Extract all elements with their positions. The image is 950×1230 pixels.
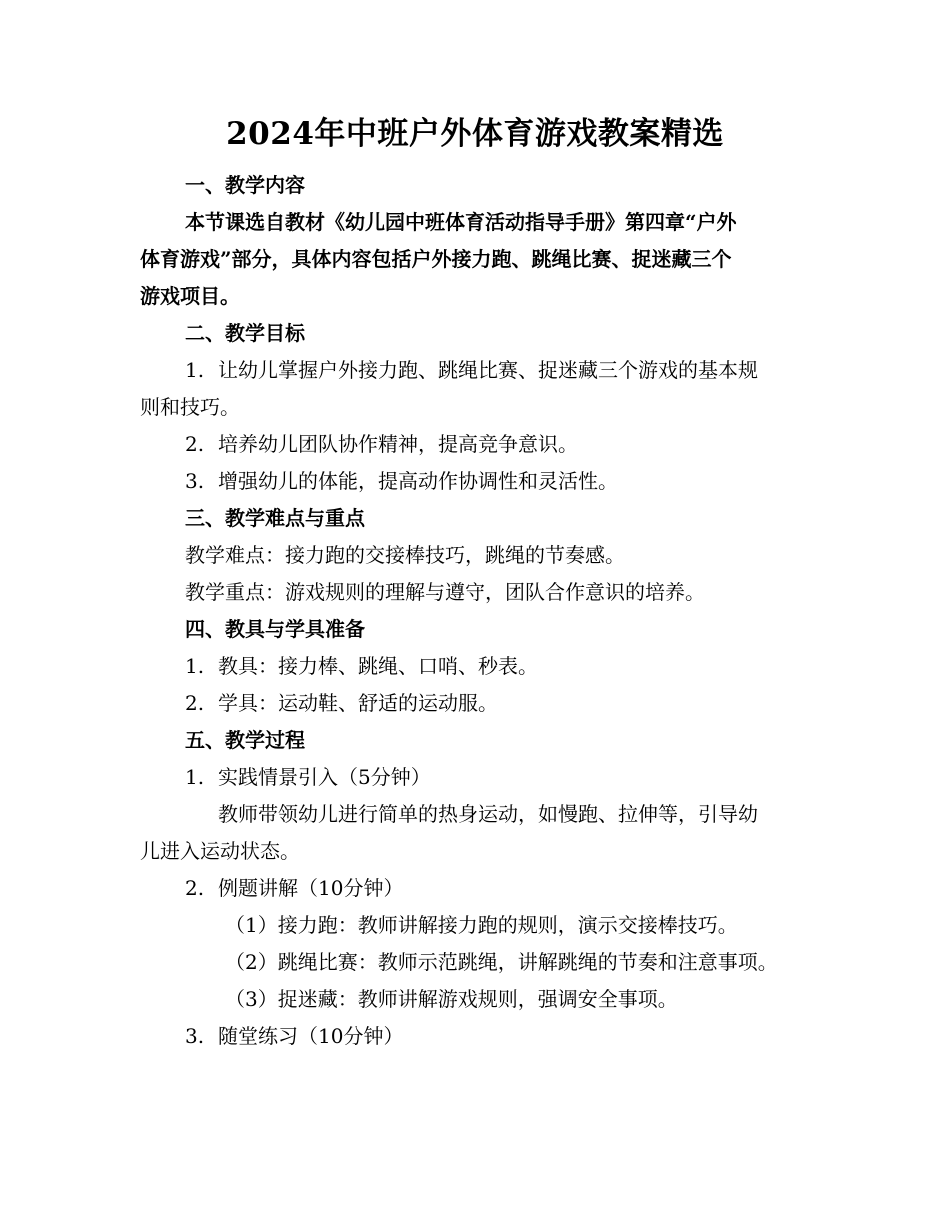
goal-3-number: 3. — [185, 469, 205, 493]
process-1-description-line-2: 儿进入运动状态。 — [140, 839, 300, 863]
process-1-text: 实践情景引入（5分钟） — [218, 765, 431, 789]
process-2-text: 例题讲解（10分钟） — [218, 876, 404, 900]
goal-1-text: 让幼儿掌握户外接力跑、跳绳比赛、捉迷藏三个游戏的基本规 — [218, 358, 758, 382]
goal-item-1-continued: 则和技巧。 — [140, 395, 240, 419]
content-paragraph-line-3: 游戏项目。 — [140, 284, 240, 308]
section-heading-difficulties: 三、教学难点与重点 — [185, 506, 365, 530]
prep-item-1 — [0, 652, 950, 680]
section-heading-content: 一、教学内容 — [185, 173, 305, 197]
content-paragraph-line-2: 体育游戏”部分，具体内容包括户外接力跑、跳绳比赛、捉迷藏三个 — [140, 247, 732, 271]
prep-item-2 — [0, 689, 950, 717]
process-step-3 — [0, 1022, 950, 1050]
goal-item-1 — [0, 356, 950, 384]
goal-2-number: 2. — [185, 432, 205, 456]
process-2-sub-1: （1）接力跑：教师讲解接力跑的规则，演示交接棒技巧。 — [225, 913, 738, 937]
process-3-text: 随堂练习（10分钟） — [218, 1024, 404, 1048]
prep-2-number: 2. — [185, 691, 205, 715]
process-1-description-line-1: 教师带领幼儿进行简单的热身运动，如慢跑、拉伸等，引导幼 — [218, 802, 758, 826]
process-step-2 — [0, 874, 950, 902]
teaching-difficulty: 教学难点：接力跑的交接棒技巧，跳绳的节奏感。 — [185, 543, 625, 567]
document-title: 2024年中班户外体育游戏教案精选 — [226, 116, 724, 152]
section-heading-preparation: 四、教具与学具准备 — [185, 617, 365, 641]
goal-1-number: 1. — [185, 358, 205, 382]
goal-item-2 — [0, 430, 950, 458]
goal-item-3 — [0, 467, 950, 495]
prep-1-text: 教具：接力棒、跳绳、口哨、秒表。 — [218, 654, 538, 678]
teaching-key-point: 教学重点：游戏规则的理解与遵守，团队合作意识的培养。 — [185, 580, 705, 604]
process-1-number: 1. — [185, 765, 205, 789]
prep-2-text: 学具：运动鞋、舒适的运动服。 — [218, 691, 498, 715]
process-step-1 — [0, 763, 950, 791]
section-heading-process: 五、教学过程 — [185, 728, 305, 752]
goal-3-text: 增强幼儿的体能，提高动作协调性和灵活性。 — [218, 469, 618, 493]
process-2-number: 2. — [185, 876, 205, 900]
process-2-sub-2: （2）跳绳比赛：教师示范跳绳，讲解跳绳的节奏和注意事项。 — [225, 950, 778, 974]
process-3-number: 3. — [185, 1024, 205, 1048]
prep-1-number: 1. — [185, 654, 205, 678]
process-2-sub-3: （3）捉迷藏：教师讲解游戏规则，强调安全事项。 — [225, 987, 678, 1011]
goal-2-text: 培养幼儿团队协作精神，提高竞争意识。 — [218, 432, 578, 456]
content-paragraph-line-1: 本节课选自教材《幼儿园中班体育活动指导手册》第四章“户外 — [185, 210, 737, 234]
section-heading-goals: 二、教学目标 — [185, 321, 305, 345]
